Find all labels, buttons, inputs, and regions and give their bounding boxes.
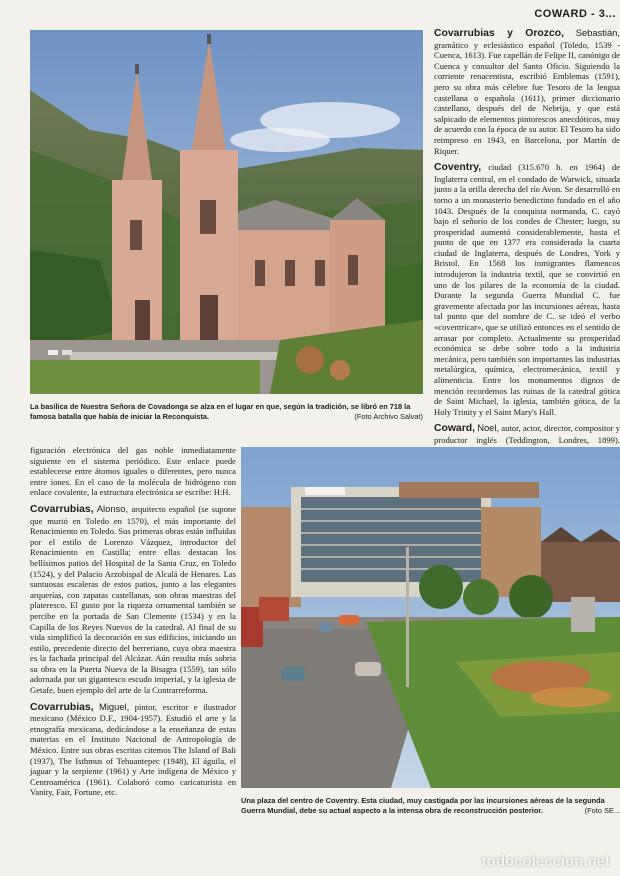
basilica-caption-text: La basílica de Nuestra Señora de Covadonga se alza en el lugar en que, según la tradición, se libró en 718 la famosa batalla que había de iniciar la Reconquista. [30,402,411,421]
entry-text: ciudad (315.670 h. en 1964) de Inglaterra central, en el condado de Warwick, situada junto a la orilla derecha del río Avon. Se desarrolló en torno a un monasterio benedictino fundado en el año 1043. Después de la conquista normanda, C. cayó bajo el señorío de los condes de Chester; luego, su prosperidad aumentó considerablemente, hasta el punto de que en 1377 era considerada la cuarta ciudad de Inglaterra, después de Londres, York y Bristol. En 1568 los inmigrantes flamencos introdujeron la industria textil, que se convirtió en uno de los pilares de la economía de la ciudad. Durante la segunda Guerra Mundial C. fue gravemente afectada por las incursiones aéreas, hasta tal punto que del nombre de C. se ideó el verbo «coventricar», que se utilizó entonces en el sentido de arrasar por completo. Actualmente su prosperidad económica se debe sobre todo a la industria mecánica, pero también son importantes las industrias metalúrgica, química, electromecánica, textil y alimenticia. Entre los monumentos dignos de mención recordemos las ruinas de la catedral gótica de Saint Michael, la iglesia, también gótica, de la Holy Trinity y el Saint Mary's Hall. [434,162,620,417]
headword: Covarrubias y Orozco, [434,28,564,39]
headword: Coward, [434,423,475,435]
headword-sub: Miguel, [99,700,130,712]
entry-text: arquitecto español (se supone que murió en Toledo en 1570), el más importante del Renacimiento en Toledo. Sus primeras obras están influidas por el estilo de Lorenzo Vázquez, introductor del Renacimiento en Castilla; entre ellas destacan los bellísimos patios del Hospital de la Santa Cruz, en Toledo (1524), y del Palacio Arzobispal de Alcalá de Henares. Las suntuosas escaleras de estos patios, junto a las elegantes arquerías, con zapatas castellanas, son obras maestras del plateresco. El gusto por la riqueza ornamental también se percibe en la portada de San Clemente (1534) y en la Capilla de los Reyes Nuevos de la catedral. Al final de su vida simplificó la decoración en sus edificios, iniciando un estilo, precedente directo del herreriano, cuya obra maestra es la fachada principal del Alcázar. Aún resulta más sobria su obra en la Puerta Nueva de la Bisagra (1559), tan sólo adornada por un gigantesco escudo imperial, y la iglesia de Getafe, buen ejemplo del arte de la Contrarreforma. [30,503,237,696]
coventry-photo-credit: (Foto SE... [584,806,620,815]
headword: Covarrubias, [30,701,94,713]
entry-covarrubias-alonso [30,504,236,696]
headword-sub: Noel, [477,422,500,434]
basilica-illustration [30,30,423,394]
entry-coventry [434,162,620,417]
headword: Covarrubias, [30,503,94,515]
entry-text: autor, actor, director, compositor y productor inglés (Teddington, Londres, 1899). [434,423,620,445]
basilica-caption [30,402,423,424]
basilica-photo [30,30,423,394]
watermark-logo: todocoleccion.net [481,853,610,870]
entry-covarrubias-orozco [434,28,620,156]
coventry-illustration [241,447,620,788]
coventry-photo [241,447,620,788]
basilica-photo-credit: (Foto Archivo Salvat) [354,412,423,421]
continuation-paragraph: figuración electrónica del gas noble inmediatamente siguiente en el sistema periódico. Este enlace puede establecerse entre átomos iguales o diferentes, pero nunca entre iones. En el caso de la molécula de hidrógeno con enlace covalente, la estructura electrónica se escribe: H:H. [30,445,236,498]
entry-text: pintor, escritor e ilustrador mexicano (México D.F., 1904-1957). Estudió el arte y la etnografía mexicana, dedicándose a la enseñanza de estas materias en el Instituto Nacional de Antropología de México. Entre sus obras escritas citemos The Island of Bali (1937), The Isthmus of Tehuantepec (1948), El águila, el jaguar y la serpiente (1961) y Arte indígena de México y Centroamérica (1961). Colaboró como caricaturista en Vanity, Fair, Fortune, etc. [30,701,237,798]
entry-covarrubias-miguel [30,702,236,798]
entry-text: gramático y eclesiástico español (Toledo, 1539 - Cuenca, 1613). Fue capellán de Felipe II, canónigo de Cuenca y consultor del Santo Oficio. Siguiendo la corriente renacentista, escribió Emblemas (1591), pero su obra más célebre fue Tesoro de la lengua castellana o española (1611), primer diccionario castellano, después del de Nebrija, y que está salpicado de elementos pintorescos anecdóticos, muy de acuerdo con la época de su autor. El Tesoro ha sido reimpreso en 1943, en Barcelona, por Martín de Riquer. [434,39,620,156]
running-head: COWARD - 3... [534,8,616,20]
right-column [434,28,620,448]
headword: Coventry, [434,162,482,174]
left-column [30,445,236,817]
headword-sub: Sebastián, [575,27,620,38]
coventry-caption-text: Una plaza del centro de Coventry. Esta ciudad, muy castigada por las incursiones aéreas de la segunda Guerra Mundial, debe su actual aspecto a la intensa obra de reconstrucción posterior. [241,796,605,815]
headword-sub: Alonso, [96,502,129,514]
coventry-caption [241,796,620,818]
